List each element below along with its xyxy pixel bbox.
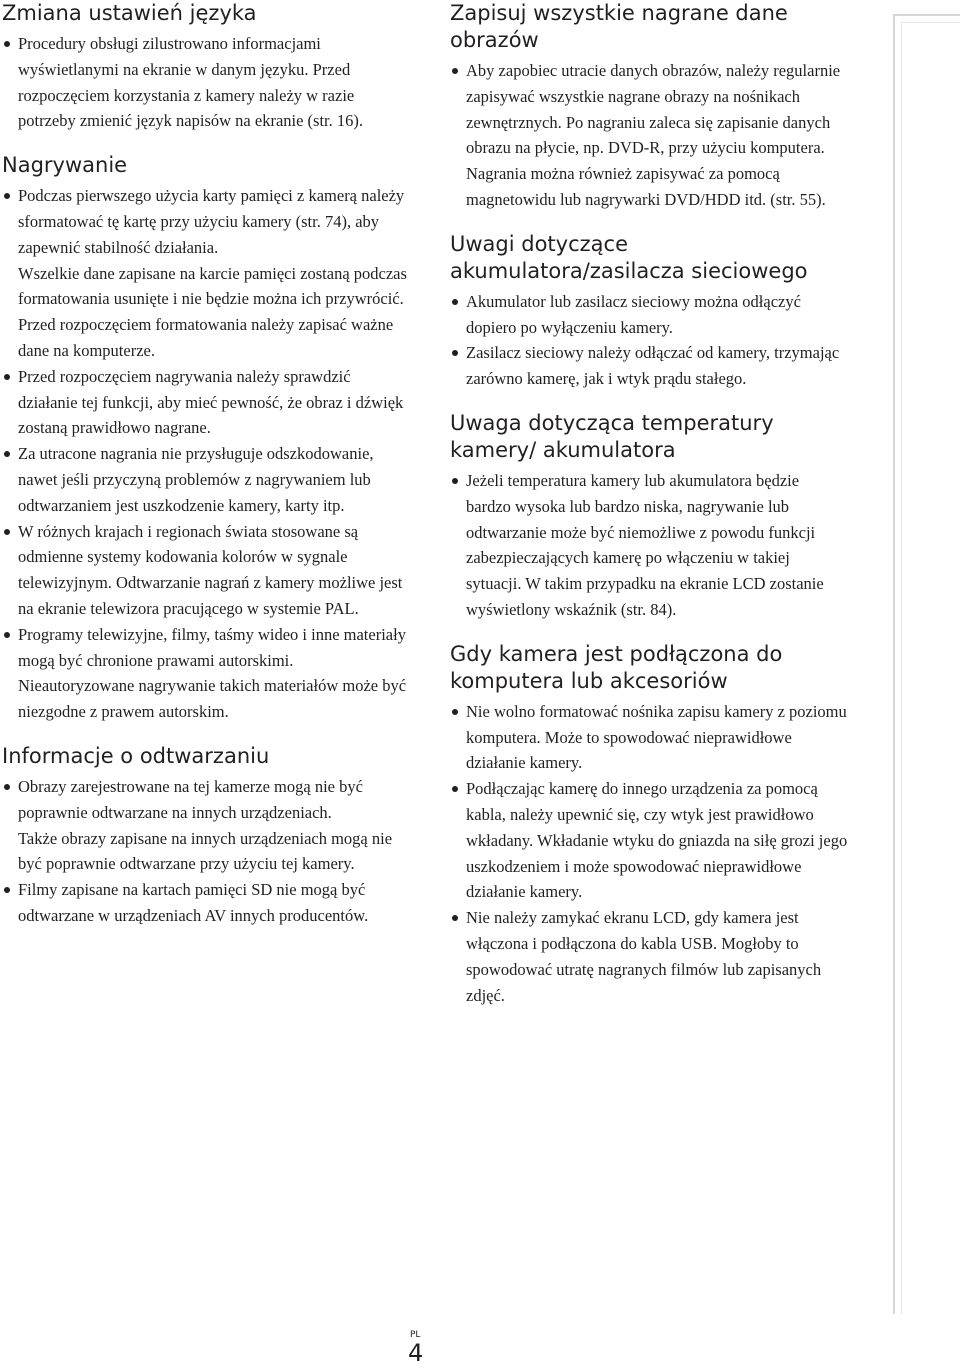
bullet-item: [0, 622, 410, 725]
bullet-list: [448, 468, 848, 623]
paragraph: Nie wolno formatować nośnika zapisu kamery z poziomu komputera. Może to spowodować nieprawidłowe działanie kamery.: [466, 701, 847, 773]
bullet-item: [0, 31, 410, 134]
paragraph: Procedury obsługi zilustrowano informacjami wyświetlanymi na ekranie w danym języku. Przed rozpoczęciem korzystania z kamery należy w razie potrzeby zmienić język napisów na ekranie (str. 16).: [18, 34, 364, 131]
paragraph: W różnych krajach i regionach świata stosowane są odmienne systemy kodowania kolorów w sygnale telewizyjnym. Odtwarzanie nagrań z kamery możliwe jest na ekranie telewizora pracującego w systemie PAL.: [18, 521, 403, 618]
paragraph: Filmy zapisane na kartach pamięci SD nie mogą być odtwarzane w urządzeniach AV innych producentów.: [18, 880, 369, 925]
section-heading: Uwaga dotycząca temperatury kamery/ akumulatora: [450, 410, 774, 462]
bullet-item: [448, 699, 848, 776]
section: [448, 641, 848, 1009]
side-index-tab: [893, 14, 960, 1314]
paragraph: Także obrazy zapisane na innych urządzeniach mogą nie być poprawnie odtwarzane przy użyciu tej kamery.: [18, 828, 393, 874]
page-number: 4: [408, 1339, 424, 1367]
bullet-item: [448, 340, 848, 392]
bullet-list: [0, 774, 410, 929]
left-column: [0, 0, 410, 947]
bullet-item: [448, 58, 848, 213]
page-footer: [408, 1330, 438, 1366]
paragraph: Programy telewizyjne, filmy, taśmy wideo i inne materiały mogą być chronione prawami autorskimi. Nieautoryzowane nagrywanie takich materiałów może być niezgodne z prawem autorskim.: [18, 624, 407, 722]
page-language-code: PL: [410, 1330, 421, 1340]
bullet-item: [0, 519, 410, 622]
section-heading: Informacje o odtwarzaniu: [2, 743, 270, 768]
paragraph: Zasilacz sieciowy należy odłączać od kamery, trzymając zarówno kamerę, jak i wtyk prądu stałego.: [466, 343, 840, 389]
bullet-item: [448, 905, 848, 1008]
section: [0, 0, 410, 134]
paragraph: Za utracone nagrania nie przysługuje odszkodowanie, nawet jeśli przyczyną problemów z nagrywaniem lub odtwarzaniem jest uszkodzenie kamery, karty itp.: [18, 444, 374, 515]
bullet-list: [448, 699, 848, 1009]
section-heading: Gdy kamera jest podłączona do komputera lub akcesoriów: [450, 641, 783, 693]
bullet-item: [0, 183, 410, 364]
bullet-list: [448, 289, 848, 392]
paragraph: Jeżeli temperatura kamery lub akumulatora będzie bardzo wysoka lub bardzo niska, nagrywanie lub odtwarzanie może być niemożliwe z powodu funkcji zabezpieczających kamerę po włączeniu w takiej sytuacji. W takim przypadku na ekranie LCD zostanie wyświetlony wskaźnik (str. 84).: [466, 470, 824, 619]
bullet-list: [0, 183, 410, 725]
section: [448, 231, 848, 392]
section-heading: Zmiana ustawień języka: [2, 1, 257, 25]
right-column: [448, 0, 848, 1026]
paragraph: Przed rozpoczęciem nagrywania należy sprawdzić działanie tej funkcji, aby mieć pewność, że obraz i dźwięk zostaną prawidłowo nagrane.: [18, 366, 404, 438]
paragraph: Podłączając kamerę do innego urządzenia za pomocą kabla, należy upewnić się, czy wtyk jest prawidłowo wkładany. Wkładanie wtyku do gniazda na siłę grozi jego uszkodzeniem i może spowodować nieprawidłowe działanie kamery.: [466, 779, 848, 902]
section-heading: Uwagi dotyczące akumulatora/zasilacza sieciowego: [450, 231, 808, 283]
section-heading: Zapisuj wszystkie nagrane dane obrazów: [450, 1, 788, 52]
paragraph: Obrazy zarejestrowane na tej kamerze mogą nie być poprawnie odtwarzane na innych urządzeniach.: [18, 776, 363, 822]
bullet-item: [448, 776, 848, 905]
bullet-item: [0, 774, 410, 877]
paragraph: Podczas pierwszego użycia karty pamięci z kamerą należy sformatować tę kartę przy użyciu kamery (str. 74), aby zapewnić stabilność działania.: [18, 186, 405, 257]
bullet-item: [448, 468, 848, 623]
bullet-item: [0, 364, 410, 441]
section: [0, 152, 410, 725]
bullet-list: [448, 58, 848, 213]
bullet-item: [448, 289, 848, 341]
section: [0, 743, 410, 929]
section: [448, 0, 848, 213]
paragraph: Aby zapobiec utracie danych obrazów, należy regularnie zapisywać wszystkie nagrane obrazy na nośnikach zewnętrznych. Po nagraniu zaleca się zapisanie danych obrazu na płycie, np. DVD-R, przy użyciu komputera. Nagrania można również zapisywać za pomocą magnetowidu lub nagrywarki DVD/HDD itd. (str. 55).: [466, 61, 841, 209]
section-heading: Nagrywanie: [2, 153, 128, 178]
section: [448, 410, 848, 623]
paragraph: Wszelkie dane zapisane na karcie pamięci zostaną podczas formatowania usunięte i nie będzie można ich przywrócić. Przed rozpoczęciem formatowania należy zapisać ważne dane na komputerze.: [18, 263, 407, 360]
bullet-list: [0, 31, 410, 134]
bullet-item: [0, 441, 410, 518]
bullet-item: [0, 877, 410, 929]
paragraph: Nie należy zamykać ekranu LCD, gdy kamera jest włączona i podłączona do kabla USB. Mogłoby to spowodować utratę nagranych filmów lub zapisanych zdjęć.: [466, 908, 822, 1005]
paragraph: Akumulator lub zasilacz sieciowy można odłączyć dopiero po wyłączeniu kamery.: [466, 291, 801, 337]
